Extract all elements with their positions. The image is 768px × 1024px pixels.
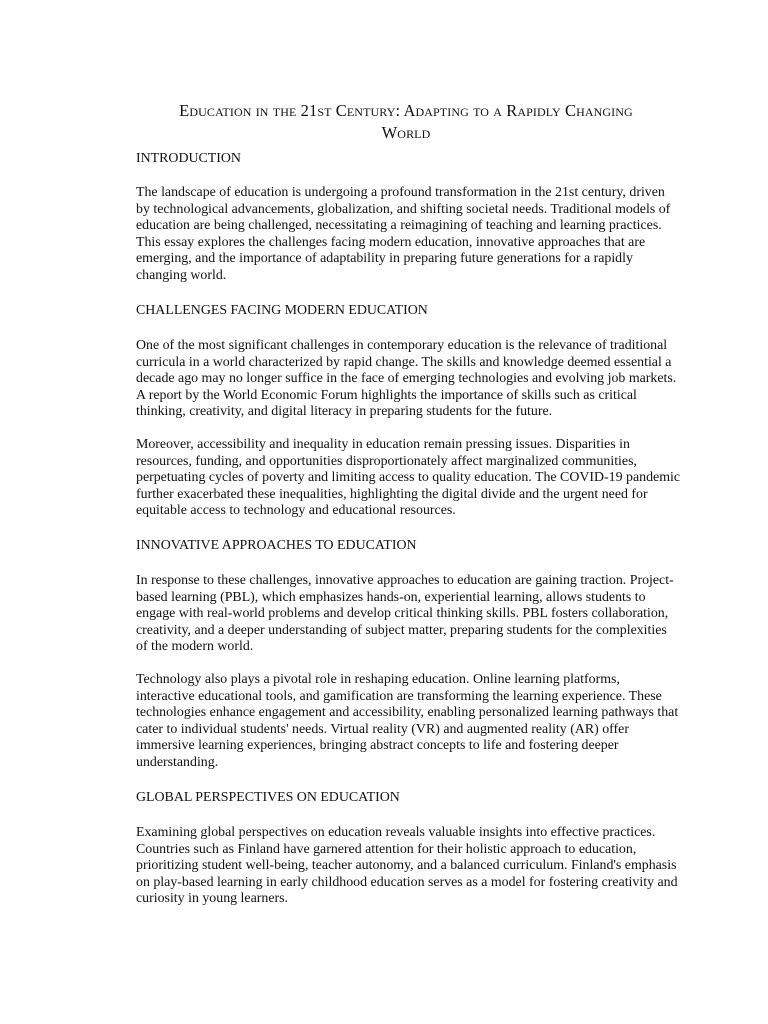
paragraph [136,338,681,421]
paragraph-line: interactive educational tools, and gamification are transforming the learning experience. These [136,688,662,704]
paragraph-line: prioritizing student well-being, teacher autonomy, and a balanced curriculum. Finland's emphasis [136,858,677,874]
document-title [134,100,678,144]
section-heading-global-perspectives: GLOBAL PERSPECTIVES ON EDUCATION [136,790,400,805]
paragraph-line: Technology also plays a pivotal role in reshaping education. Online learning platforms, [136,672,620,687]
paragraph-line: changing world. [136,267,227,283]
paragraph [136,573,681,656]
section-heading-introduction: INTRODUCTION [136,151,241,166]
title-line-1: Education in the 21st Century: Adapting to a Rapidly Changing [179,101,633,120]
paragraph-line: technologies enhance engagement and accessibility, enabling personalized learning pathways that [136,705,679,721]
paragraph-line: This essay explores the challenges facing modern education, innovative approaches that are [136,234,646,250]
paragraph-line: A report by the World Economic Forum highlights the importance of skills such as critical [136,387,637,403]
paragraph-line: by technological advancements, globalization, and shifting societal needs. Traditional models of [136,201,671,217]
paragraph-line: equitable access to technology and educational resources. [136,503,456,519]
paragraph-line: thinking, creativity, and digital literacy in preparing students for the future. [136,404,553,420]
paragraph [136,672,681,772]
paragraph-line: curricula in a world characterized by rapid change. The skills and knowledge deemed essential a [136,354,672,370]
paragraph-line: of the modern world. [136,639,254,655]
section-heading-challenges: CHALLENGES FACING MODERN EDUCATION [136,303,428,318]
paragraph-line: immersive learning experiences, bringing abstract concepts to life and fostering deeper [136,738,619,754]
paragraph-line: cater to individual students' needs. Virtual reality (VR) and augmented reality (AR) offer [136,721,629,737]
section-heading-innovative-approaches: INNOVATIVE APPROACHES TO EDUCATION [136,538,417,553]
paragraph-line: emerging, and the importance of adaptability in preparing future generations for a rapidly [136,251,633,267]
paragraph-line: resources, funding, and opportunities disproportionately affect marginalized communities, [136,453,637,469]
paragraph-line: further exacerbated these inequalities, highlighting the digital divide and the urgent need for [136,486,648,502]
paragraph [136,437,681,520]
paragraph-line: Countries such as Finland have garnered attention for their holistic approach to education, [136,841,637,857]
paragraph-line: decade ago may no longer suffice in the face of emerging technologies and evolving job markets. [136,371,677,387]
paragraph-line: Moreover, accessibility and inequality in education remain pressing issues. Disparities in [136,437,630,452]
paragraph-line: The landscape of education is undergoing a profound transformation in the 21st century, driven [136,185,665,200]
paragraph-line: One of the most significant challenges in contemporary education is the relevance of traditional [136,338,668,353]
paragraph-line: perpetuating cycles of poverty and limiting access to quality education. The COVID-19 pandemic [136,470,681,486]
paragraph-line: based learning (PBL), which emphasizes hands-on, experiential learning, allows students to [136,589,646,605]
paragraph [136,185,681,285]
paragraph-line: Examining global perspectives on education reveals valuable insights into effective practices. [136,825,656,840]
paragraph-line: In response to these challenges, innovative approaches to education are gaining traction. Project- [136,573,674,588]
paragraph [136,825,681,908]
paragraph-line: engage with real-world problems and develop critical thinking skills. PBL fosters collaboration, [136,606,669,622]
paragraph-line: education are being challenged, necessitating a reimagining of teaching and learning practices. [136,218,662,234]
paragraph-line: on play-based learning in early childhood education serves as a model for fostering creativity and [136,874,678,890]
paragraph-line: curiosity in young learners. [136,891,288,907]
paragraph-line: understanding. [136,754,219,770]
paragraph-line: creativity, and a deeper understanding of subject matter, preparing students for the complexities [136,622,667,638]
title-line-2: World [381,123,431,142]
